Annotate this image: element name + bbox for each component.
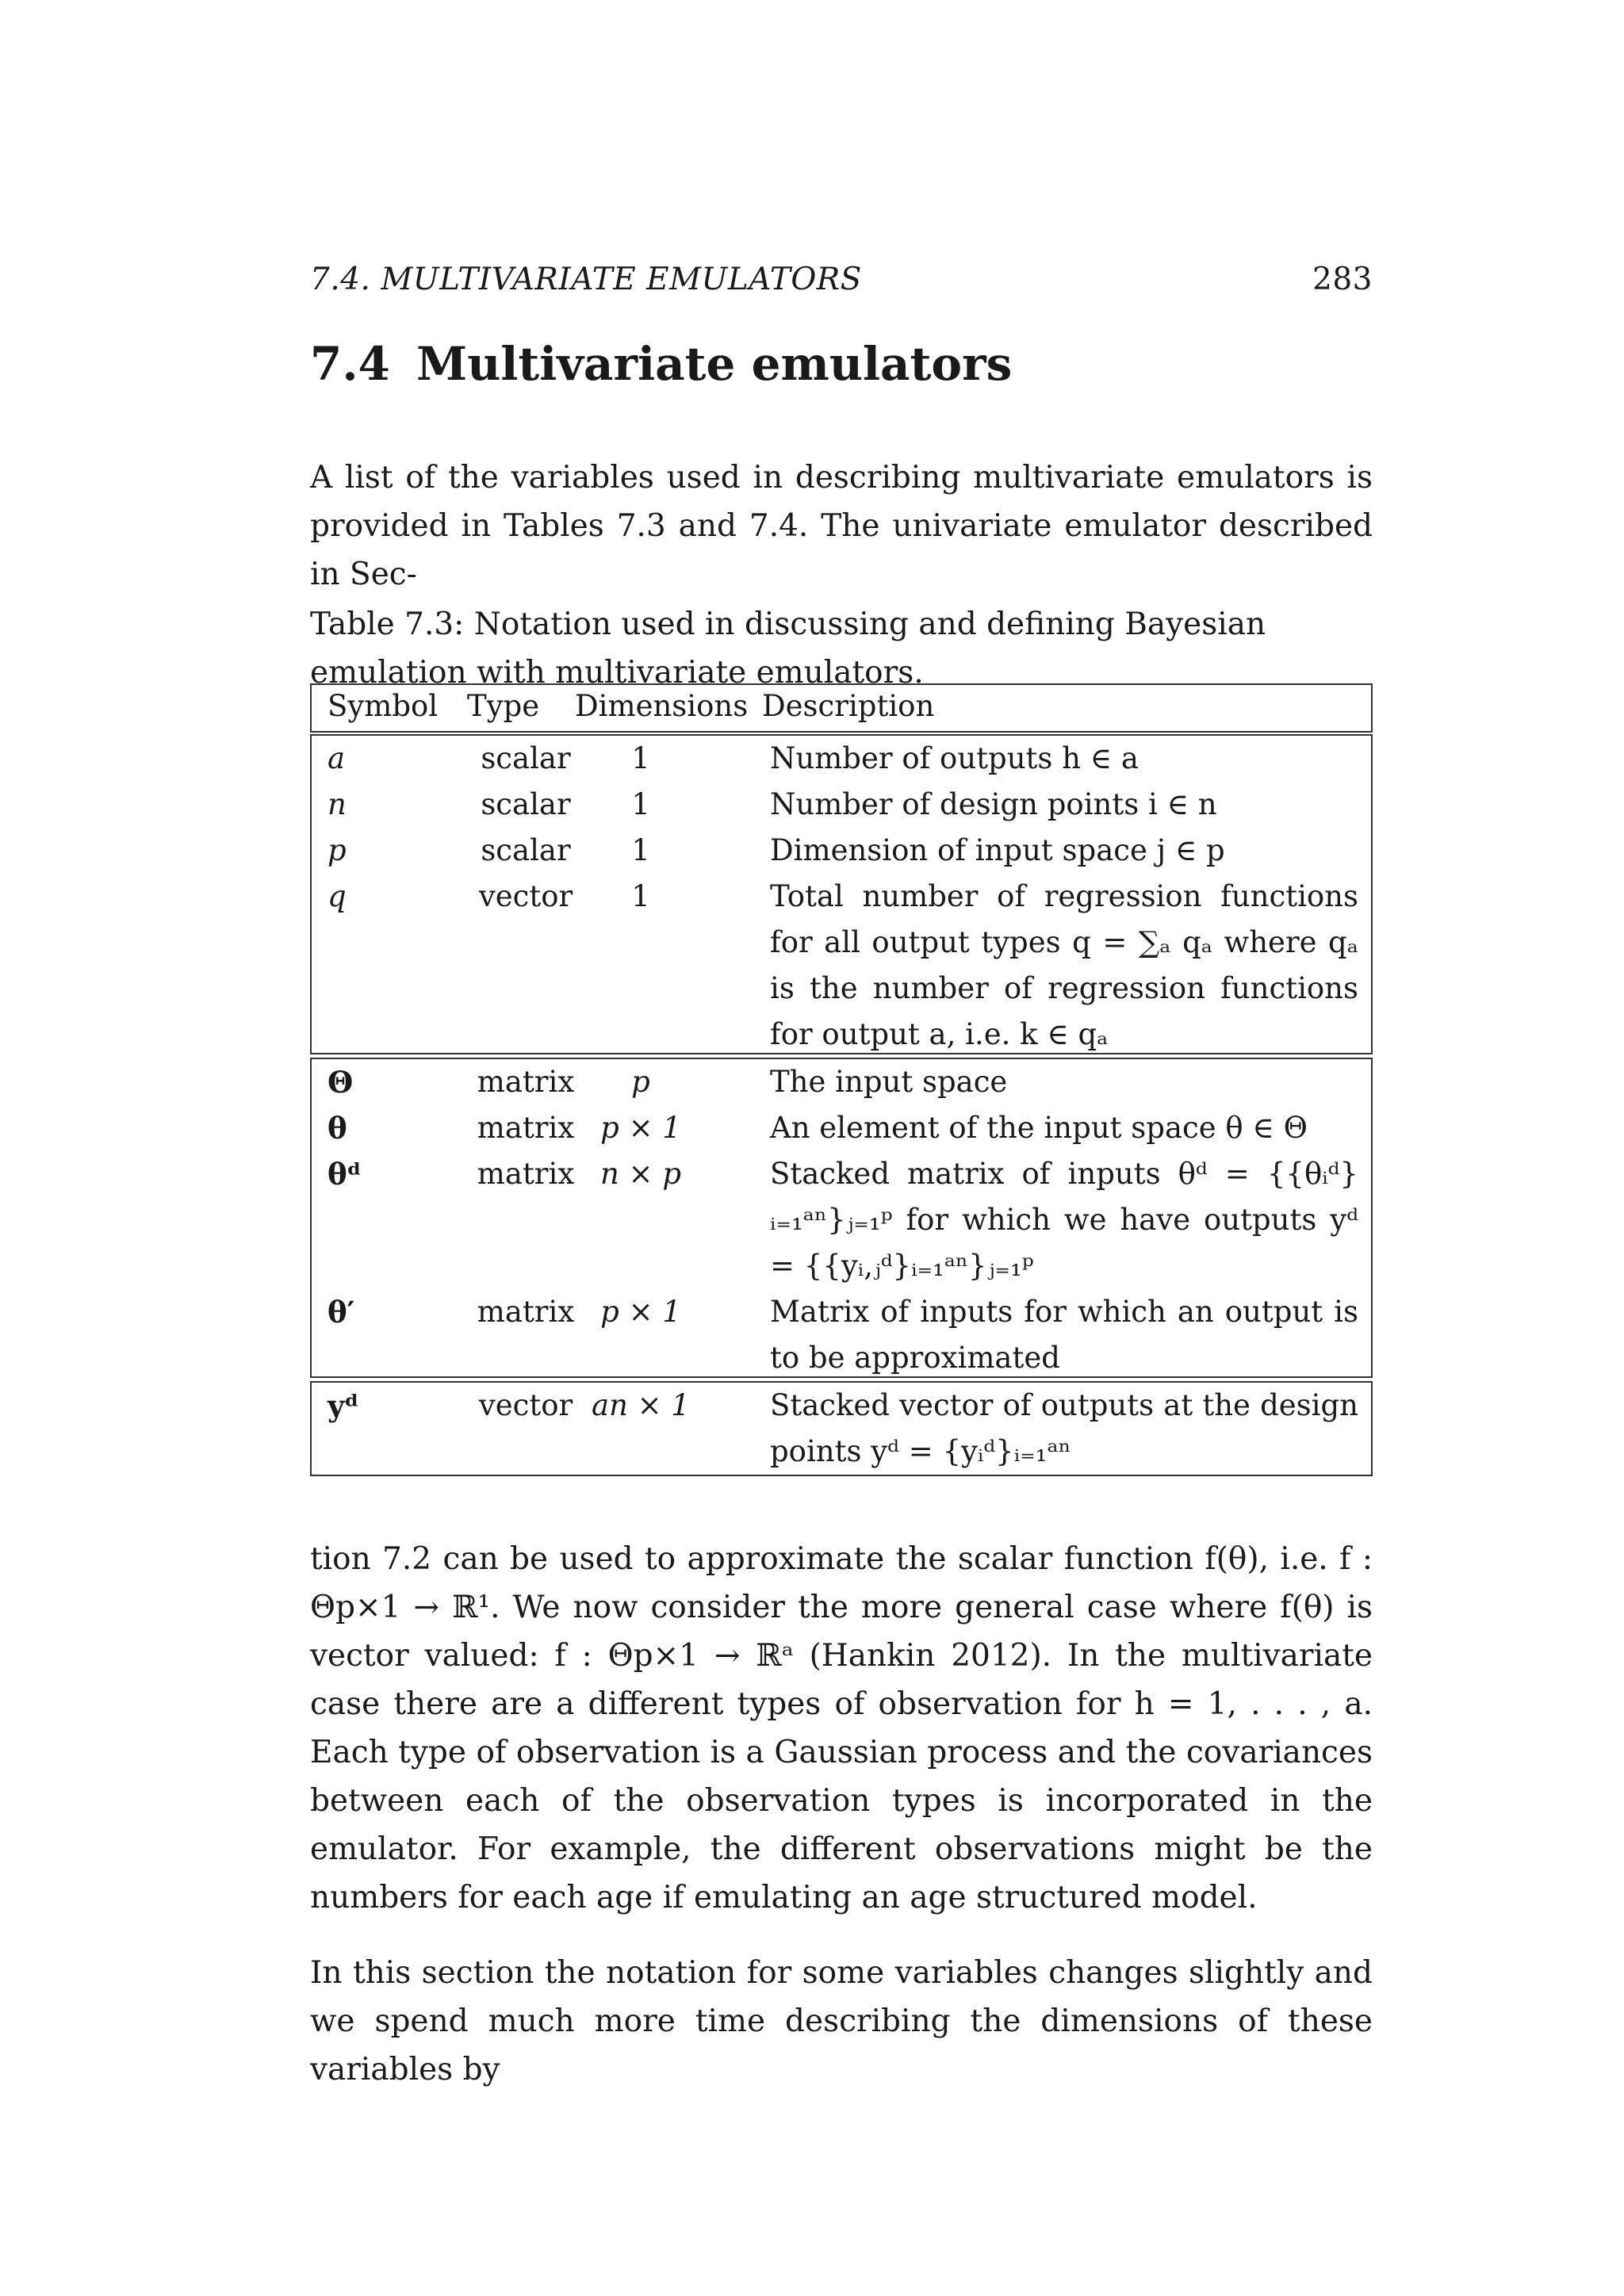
header-description: Description	[762, 689, 935, 723]
table-header-box	[310, 683, 1373, 733]
description-cell: Total number of regression functions for all output types q = ∑ₐ qₐ where qₐ is the number of regression functions for output a, i.e. k ∈ qₐ	[770, 879, 1358, 1051]
symbol-cell: θ	[327, 1111, 347, 1146]
type-cell: matrix	[477, 1065, 575, 1099]
page-number: 283	[1312, 262, 1373, 297]
body-paragraph: tion 7.2 can be used to approximate the scalar function f(θ), i.e. f : Θp×1 → ℝ¹. We now consider the more general case where f(θ) is vector valued: f : Θp×1 → ℝᵃ (Hankin 2012). In the multivariate case there are a different types of observation for h = 1, . . . , a. Each type of observation is a Gaussian process and the covariances between each of the observation types is incorporated in the emulator. For example, the different observations might be the numbers for each age if emulating an age structured model.	[310, 1541, 1373, 1915]
symbol-cell: θᵈ	[327, 1157, 362, 1192]
type-cell: scalar	[481, 833, 571, 867]
table-group-inputs	[310, 1058, 1373, 1378]
symbol-cell: q	[327, 879, 347, 913]
section-number: 7.4	[310, 337, 390, 391]
type-cell: vector	[478, 879, 573, 913]
description-cell: Stacked matrix of inputs θᵈ = {{θᵢᵈ}ᵢ₌₁ᵃⁿ}ⱼ₌₁ᵖ for which we have outputs yᵈ = {{yᵢ,ⱼᵈ}ᵢ₌₁ᵃⁿ}ⱼ₌₁ᵖ	[770, 1157, 1358, 1283]
section-title: Multivariate emulators	[416, 337, 1013, 391]
description-cell: Dimension of input space j ∈ p	[770, 833, 1225, 867]
description-cell: Number of outputs h ∈ a	[770, 741, 1139, 775]
symbol-cell: p	[327, 833, 347, 867]
running-header	[310, 262, 1373, 297]
type-cell: matrix	[477, 1111, 575, 1145]
dimensions-cell: 1	[631, 833, 650, 867]
dimensions-cell: 1	[631, 741, 650, 775]
header-dimensions: Dimensions	[575, 689, 749, 723]
running-title: 7.4. MULTIVARIATE EMULATORS	[310, 262, 862, 297]
section-heading	[310, 337, 1012, 391]
symbol-cell: n	[327, 787, 347, 821]
dimensions-cell: p × 1	[600, 1111, 681, 1145]
dimensions-cell: 1	[631, 879, 650, 913]
intro-paragraph: A list of the variables used in describing multivariate emulators is provided in Tables 7.3 and 7.4. The univariate emulator described in Sec-	[310, 460, 1373, 592]
header-symbol: Symbol	[327, 689, 439, 723]
table-caption: Table 7.3: Notation used in discussing and defining Bayesian emulation with multivariate emulators.	[310, 607, 1266, 691]
symbol-cell: θ′	[327, 1295, 355, 1330]
dimensions-cell: an × 1	[592, 1388, 690, 1422]
body-paragraph: In this section the notation for some variables changes slightly and we spend much more time describing the dimensions of these variables by	[310, 1955, 1373, 2087]
type-cell: matrix	[477, 1295, 575, 1329]
description-cell: Matrix of inputs for which an output is to be approximated	[770, 1295, 1358, 1375]
symbol-cell: a	[327, 741, 346, 775]
table-group-outputs	[310, 1381, 1373, 1476]
type-cell: scalar	[481, 787, 571, 821]
description-cell: Number of design points i ∈ n	[770, 787, 1217, 821]
description-cell: Stacked vector of outputs at the design points yᵈ = {yᵢᵈ}ᵢ₌₁ᵃⁿ	[770, 1388, 1358, 1468]
dimensions-cell: 1	[631, 787, 650, 821]
type-cell: scalar	[481, 741, 571, 775]
table-group-scalars	[310, 734, 1373, 1054]
dimensions-cell: n × p	[599, 1157, 682, 1191]
symbol-cell: yᵈ	[327, 1388, 359, 1423]
type-cell: vector	[478, 1388, 573, 1422]
dimensions-cell: p × 1	[600, 1295, 681, 1329]
symbol-cell: Θ	[327, 1065, 354, 1100]
dimensions-cell: p	[631, 1065, 650, 1099]
description-cell: An element of the input space θ ∈ Θ	[770, 1111, 1308, 1145]
header-type: Type	[467, 689, 540, 723]
type-cell: matrix	[477, 1157, 575, 1191]
description-cell: The input space	[770, 1065, 1008, 1099]
